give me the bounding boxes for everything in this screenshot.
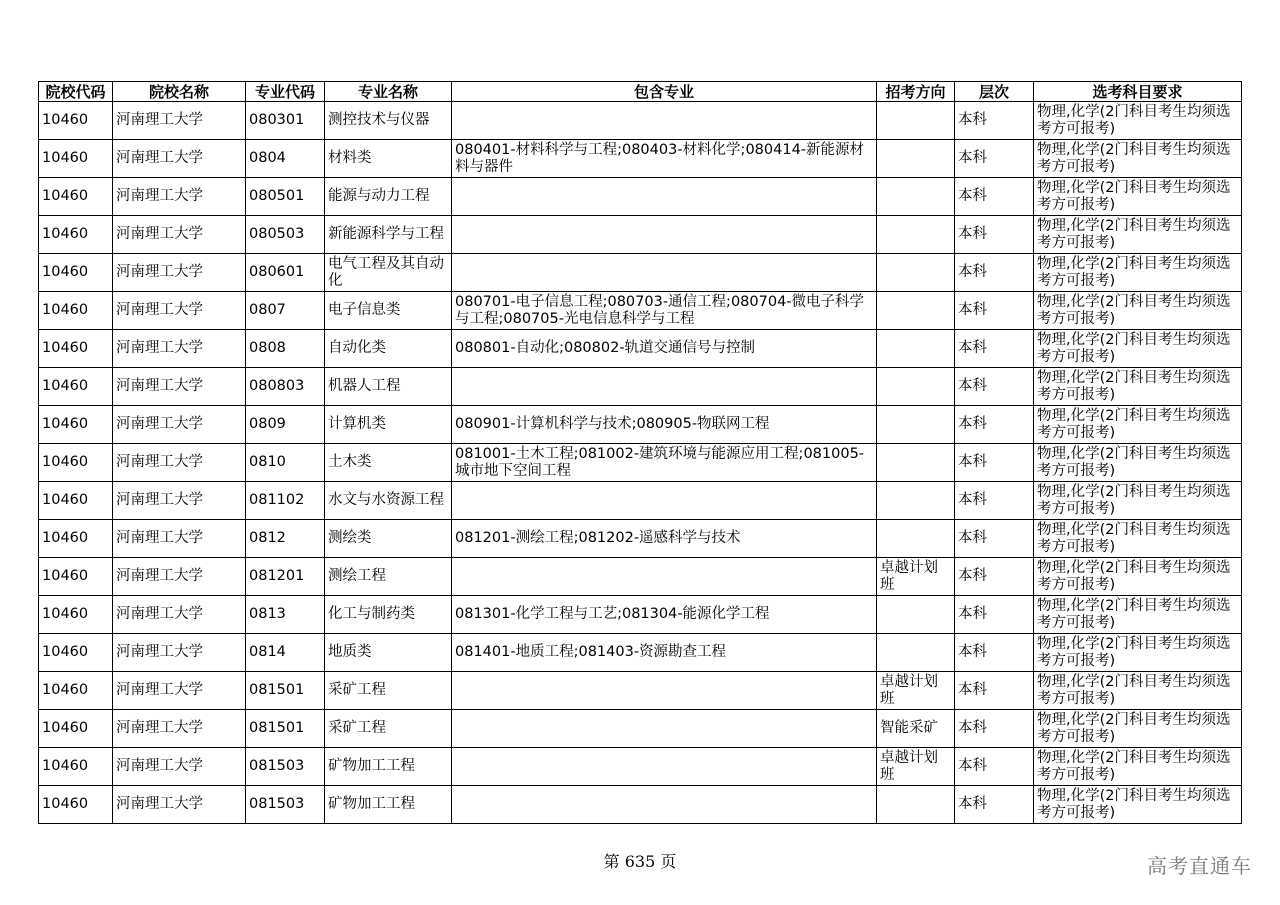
cell-major-code: 081501	[246, 672, 325, 710]
cell-level: 本科	[955, 406, 1034, 444]
cell-school-name: 河南理工大学	[113, 140, 246, 178]
cell-school-name: 河南理工大学	[113, 368, 246, 406]
cell-major-name: 水文与水资源工程	[325, 482, 452, 520]
cell-direction: 卓越计划班	[877, 748, 955, 786]
cell-subject-requirement: 物理,化学(2门科目考生均须选考方可报考)	[1034, 520, 1242, 558]
cell-major-name: 材料类	[325, 140, 452, 178]
cell-included-majors	[452, 672, 877, 710]
cell-level: 本科	[955, 140, 1034, 178]
cell-direction	[877, 178, 955, 216]
watermark: 高考直通车	[1147, 854, 1252, 878]
cell-subject-requirement: 物理,化学(2门科目考生均须选考方可报考)	[1034, 710, 1242, 748]
cell-included-majors	[452, 216, 877, 254]
cell-major-name: 地质类	[325, 634, 452, 672]
cell-major-code: 080503	[246, 216, 325, 254]
cell-direction	[877, 786, 955, 824]
cell-included-majors	[452, 178, 877, 216]
cell-included-majors	[452, 786, 877, 824]
cell-school-name: 河南理工大学	[113, 596, 246, 634]
cell-direction: 卓越计划班	[877, 558, 955, 596]
cell-subject-requirement: 物理,化学(2门科目考生均须选考方可报考)	[1034, 596, 1242, 634]
table-row	[39, 330, 1242, 368]
cell-school-code: 10460	[39, 444, 113, 482]
cell-included-majors: 081401-地质工程;081403-资源勘查工程	[452, 634, 877, 672]
table-row	[39, 444, 1242, 482]
header-school-name: 院校名称	[113, 82, 246, 102]
cell-level: 本科	[955, 520, 1034, 558]
cell-major-code: 081201	[246, 558, 325, 596]
cell-subject-requirement: 物理,化学(2门科目考生均须选考方可报考)	[1034, 482, 1242, 520]
cell-direction	[877, 330, 955, 368]
table-row	[39, 710, 1242, 748]
cell-direction	[877, 292, 955, 330]
cell-subject-requirement: 物理,化学(2门科目考生均须选考方可报考)	[1034, 330, 1242, 368]
cell-included-majors	[452, 368, 877, 406]
header-level: 层次	[955, 82, 1034, 102]
cell-level: 本科	[955, 672, 1034, 710]
cell-direction	[877, 520, 955, 558]
table-row	[39, 292, 1242, 330]
cell-school-code: 10460	[39, 368, 113, 406]
table-row	[39, 596, 1242, 634]
cell-subject-requirement: 物理,化学(2门科目考生均须选考方可报考)	[1034, 216, 1242, 254]
cell-major-code: 080803	[246, 368, 325, 406]
header-included-majors: 包含专业	[452, 82, 877, 102]
cell-major-code: 080501	[246, 178, 325, 216]
cell-school-code: 10460	[39, 406, 113, 444]
cell-school-code: 10460	[39, 634, 113, 672]
cell-school-name: 河南理工大学	[113, 786, 246, 824]
cell-school-code: 10460	[39, 520, 113, 558]
cell-major-name: 自动化类	[325, 330, 452, 368]
cell-subject-requirement: 物理,化学(2门科目考生均须选考方可报考)	[1034, 140, 1242, 178]
table-row	[39, 520, 1242, 558]
cell-subject-requirement: 物理,化学(2门科目考生均须选考方可报考)	[1034, 254, 1242, 292]
table-row	[39, 786, 1242, 824]
cell-major-code: 0812	[246, 520, 325, 558]
cell-major-name: 计算机类	[325, 406, 452, 444]
cell-major-name: 土木类	[325, 444, 452, 482]
cell-level: 本科	[955, 786, 1034, 824]
cell-major-code: 080601	[246, 254, 325, 292]
cell-included-majors: 080701-电子信息工程;080703-通信工程;080704-微电子科学与工程;080705-光电信息科学与工程	[452, 292, 877, 330]
cell-school-name: 河南理工大学	[113, 710, 246, 748]
cell-level: 本科	[955, 254, 1034, 292]
table-row	[39, 216, 1242, 254]
cell-school-name: 河南理工大学	[113, 482, 246, 520]
cell-school-name: 河南理工大学	[113, 178, 246, 216]
cell-school-code: 10460	[39, 710, 113, 748]
header-school-code: 院校代码	[39, 82, 113, 102]
cell-school-code: 10460	[39, 748, 113, 786]
cell-level: 本科	[955, 710, 1034, 748]
header-direction: 招考方向	[877, 82, 955, 102]
header-row	[39, 82, 1242, 102]
cell-included-majors: 081201-测绘工程;081202-遥感科学与技术	[452, 520, 877, 558]
cell-direction	[877, 102, 955, 140]
table-row	[39, 634, 1242, 672]
header-major-code: 专业代码	[246, 82, 325, 102]
cell-included-majors	[452, 482, 877, 520]
cell-included-majors	[452, 558, 877, 596]
cell-level: 本科	[955, 444, 1034, 482]
cell-included-majors	[452, 102, 877, 140]
cell-subject-requirement: 物理,化学(2门科目考生均须选考方可报考)	[1034, 102, 1242, 140]
cell-major-name: 机器人工程	[325, 368, 452, 406]
cell-direction	[877, 634, 955, 672]
cell-major-name: 电子信息类	[325, 292, 452, 330]
cell-major-code: 080301	[246, 102, 325, 140]
cell-major-code: 0808	[246, 330, 325, 368]
cell-school-code: 10460	[39, 482, 113, 520]
cell-school-name: 河南理工大学	[113, 748, 246, 786]
cell-level: 本科	[955, 634, 1034, 672]
cell-level: 本科	[955, 102, 1034, 140]
cell-major-code: 0807	[246, 292, 325, 330]
cell-level: 本科	[955, 330, 1034, 368]
cell-subject-requirement: 物理,化学(2门科目考生均须选考方可报考)	[1034, 558, 1242, 596]
cell-major-code: 081503	[246, 748, 325, 786]
cell-major-name: 测绘类	[325, 520, 452, 558]
cell-level: 本科	[955, 558, 1034, 596]
cell-included-majors: 080901-计算机科学与技术;080905-物联网工程	[452, 406, 877, 444]
cell-school-name: 河南理工大学	[113, 672, 246, 710]
cell-direction	[877, 254, 955, 292]
cell-included-majors: 081301-化学工程与工艺;081304-能源化学工程	[452, 596, 877, 634]
cell-level: 本科	[955, 292, 1034, 330]
cell-major-code: 081503	[246, 786, 325, 824]
cell-school-name: 河南理工大学	[113, 292, 246, 330]
cell-major-name: 采矿工程	[325, 710, 452, 748]
cell-school-name: 河南理工大学	[113, 444, 246, 482]
cell-major-code: 0814	[246, 634, 325, 672]
table-row	[39, 672, 1242, 710]
cell-direction	[877, 596, 955, 634]
table-row	[39, 748, 1242, 786]
cell-subject-requirement: 物理,化学(2门科目考生均须选考方可报考)	[1034, 672, 1242, 710]
table-row	[39, 558, 1242, 596]
cell-included-majors	[452, 254, 877, 292]
cell-school-name: 河南理工大学	[113, 634, 246, 672]
cell-direction: 卓越计划班	[877, 672, 955, 710]
cell-major-name: 测绘工程	[325, 558, 452, 596]
cell-major-code: 081102	[246, 482, 325, 520]
cell-level: 本科	[955, 216, 1034, 254]
cell-major-name: 采矿工程	[325, 672, 452, 710]
cell-major-code: 0813	[246, 596, 325, 634]
cell-school-code: 10460	[39, 672, 113, 710]
cell-direction	[877, 482, 955, 520]
cell-subject-requirement: 物理,化学(2门科目考生均须选考方可报考)	[1034, 406, 1242, 444]
cell-subject-requirement: 物理,化学(2门科目考生均须选考方可报考)	[1034, 748, 1242, 786]
table-body	[39, 102, 1242, 824]
table-row	[39, 140, 1242, 178]
cell-major-name: 矿物加工工程	[325, 748, 452, 786]
table-row	[39, 178, 1242, 216]
cell-school-name: 河南理工大学	[113, 254, 246, 292]
cell-major-code: 081501	[246, 710, 325, 748]
page-number: 第 635 页	[603, 852, 677, 871]
cell-school-name: 河南理工大学	[113, 330, 246, 368]
cell-major-code: 0804	[246, 140, 325, 178]
cell-school-name: 河南理工大学	[113, 102, 246, 140]
cell-major-name: 测控技术与仪器	[325, 102, 452, 140]
cell-major-code: 0810	[246, 444, 325, 482]
cell-school-name: 河南理工大学	[113, 406, 246, 444]
cell-included-majors	[452, 748, 877, 786]
cell-direction	[877, 406, 955, 444]
cell-subject-requirement: 物理,化学(2门科目考生均须选考方可报考)	[1034, 634, 1242, 672]
cell-school-code: 10460	[39, 330, 113, 368]
table-row	[39, 406, 1242, 444]
cell-level: 本科	[955, 178, 1034, 216]
table-row	[39, 254, 1242, 292]
cell-level: 本科	[955, 596, 1034, 634]
cell-school-code: 10460	[39, 558, 113, 596]
cell-school-name: 河南理工大学	[113, 520, 246, 558]
cell-direction	[877, 368, 955, 406]
cell-school-code: 10460	[39, 216, 113, 254]
table-row	[39, 482, 1242, 520]
cell-direction: 智能采矿	[877, 710, 955, 748]
cell-major-name: 电气工程及其自动化	[325, 254, 452, 292]
table-row	[39, 368, 1242, 406]
header-major-name: 专业名称	[325, 82, 452, 102]
cell-major-name: 新能源科学与工程	[325, 216, 452, 254]
cell-school-name: 河南理工大学	[113, 216, 246, 254]
cell-school-code: 10460	[39, 292, 113, 330]
cell-school-code: 10460	[39, 596, 113, 634]
cell-major-code: 0809	[246, 406, 325, 444]
cell-school-code: 10460	[39, 786, 113, 824]
cell-major-name: 矿物加工工程	[325, 786, 452, 824]
cell-subject-requirement: 物理,化学(2门科目考生均须选考方可报考)	[1034, 444, 1242, 482]
cell-direction	[877, 216, 955, 254]
admission-table	[38, 81, 1242, 824]
cell-school-code: 10460	[39, 178, 113, 216]
cell-subject-requirement: 物理,化学(2门科目考生均须选考方可报考)	[1034, 786, 1242, 824]
cell-included-majors	[452, 710, 877, 748]
cell-school-code: 10460	[39, 254, 113, 292]
cell-included-majors: 080801-自动化;080802-轨道交通信号与控制	[452, 330, 877, 368]
cell-included-majors: 081001-土木工程;081002-建筑环境与能源应用工程;081005-城市地下空间工程	[452, 444, 877, 482]
cell-school-code: 10460	[39, 102, 113, 140]
cell-school-code: 10460	[39, 140, 113, 178]
cell-level: 本科	[955, 482, 1034, 520]
cell-major-name: 化工与制药类	[325, 596, 452, 634]
table-row	[39, 102, 1242, 140]
cell-direction	[877, 444, 955, 482]
cell-major-name: 能源与动力工程	[325, 178, 452, 216]
cell-level: 本科	[955, 368, 1034, 406]
cell-level: 本科	[955, 748, 1034, 786]
cell-included-majors: 080401-材料科学与工程;080403-材料化学;080414-新能源材料与器件	[452, 140, 877, 178]
header-subject-requirement: 选考科目要求	[1034, 82, 1242, 102]
cell-direction	[877, 140, 955, 178]
cell-school-name: 河南理工大学	[113, 558, 246, 596]
cell-subject-requirement: 物理,化学(2门科目考生均须选考方可报考)	[1034, 178, 1242, 216]
cell-subject-requirement: 物理,化学(2门科目考生均须选考方可报考)	[1034, 368, 1242, 406]
cell-subject-requirement: 物理,化学(2门科目考生均须选考方可报考)	[1034, 292, 1242, 330]
